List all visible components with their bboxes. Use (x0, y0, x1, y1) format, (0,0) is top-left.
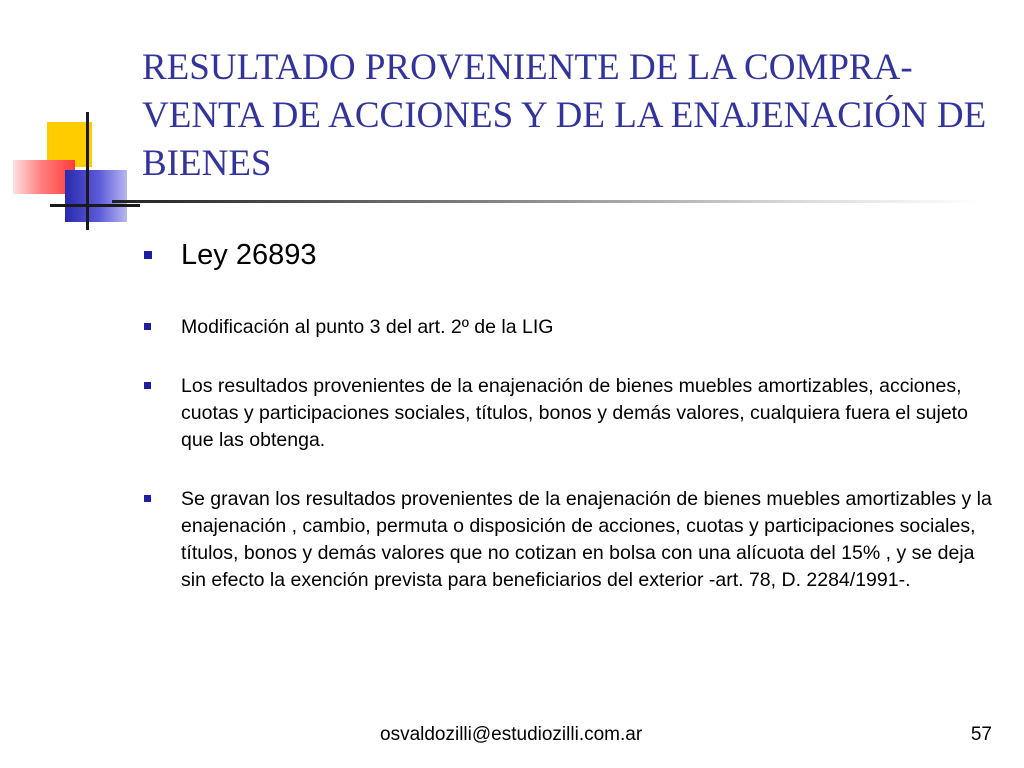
footer-email: osvaldozilli@estudiozilli.com.ar (380, 724, 643, 745)
slide-title: RESULTADO PROVENIENTE DE LA COMPRA-VENTA DE ACCIONES Y DE LA ENAJENACIÓN DE BIENES (142, 47, 987, 184)
square-bullet-icon (144, 323, 151, 330)
bullet-item-law (140, 236, 1000, 274)
page-number: 57 (970, 724, 992, 745)
decorative-logo-graphic (0, 0, 160, 240)
square-bullet-icon (144, 251, 152, 259)
vertical-rule (86, 112, 89, 230)
blue-gradient-block (65, 170, 127, 222)
square-bullet-icon (144, 382, 151, 389)
bullet-list (140, 236, 1000, 626)
bullet-item-results (140, 373, 1000, 454)
bullet-text: Ley 26893 (181, 239, 317, 271)
short-horizontal-rule (50, 204, 140, 207)
bullet-text: Modificación al punto 3 del art. 2º de la LIG (181, 316, 554, 338)
bullet-item-modification (140, 314, 1000, 341)
title-underline-rule (112, 200, 982, 203)
square-bullet-icon (144, 495, 151, 502)
bullet-item-taxation (140, 486, 1000, 594)
bullet-text: Los resultados provenientes de la enajenación de bienes muebles amortizables, acciones, cuotas y participaciones sociales, títulos, bonos y demás valores, cualquiera fuera el sujeto que las obtenga. (181, 375, 968, 451)
bullet-text: Se gravan los resultados provenientes de la enajenación de bienes muebles amortizables y la enajenación , cambio, permuta o disposición de acciones, cuotas y participaciones sociales, títulos, bonos y demás valores que no cotizan en bolsa con una alícuota del 15% , y se deja sin efecto la exención prevista para beneficiarios del exterior -art. 78, D. 2284/1991-. (181, 488, 992, 591)
